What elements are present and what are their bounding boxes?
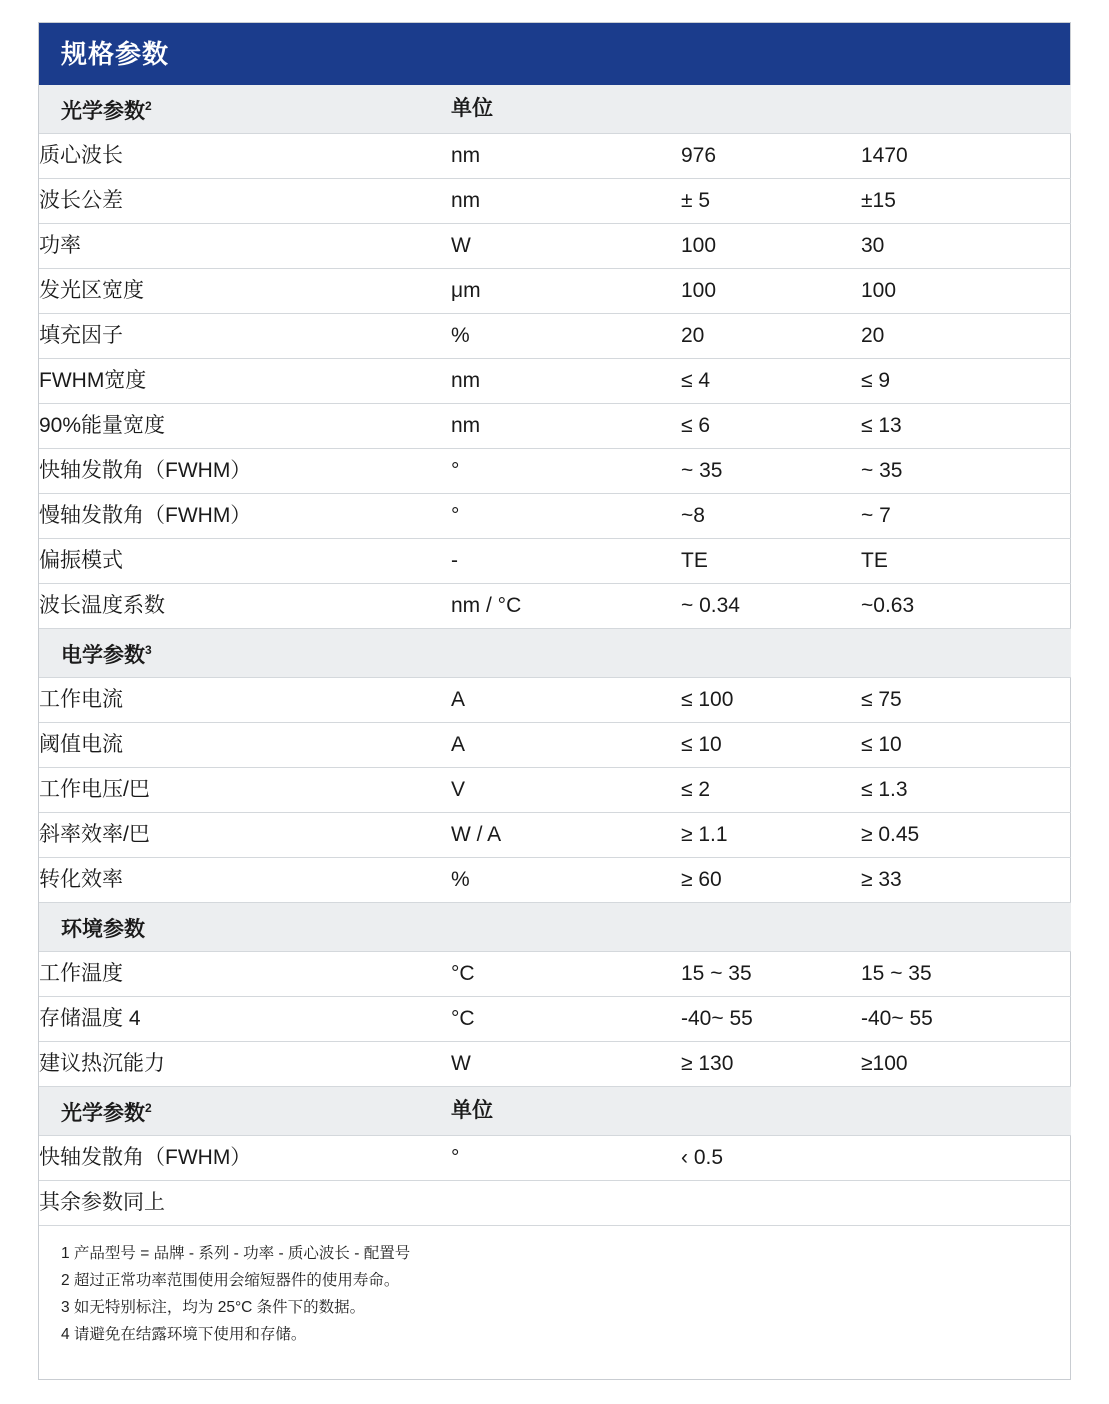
table-row [39, 449, 1071, 494]
param-unit: W [451, 1042, 681, 1087]
param-value-1 [681, 1181, 861, 1226]
param-label: 填充因子 [39, 314, 451, 359]
param-label: 发光区宽度 [39, 269, 451, 314]
param-unit: nm [451, 134, 681, 179]
param-label: 功率 [39, 224, 451, 269]
value1-column-header [681, 1087, 861, 1136]
section-title-sup: 2 [145, 99, 152, 113]
param-unit: A [451, 678, 681, 723]
param-label: 存储温度 4 [39, 997, 451, 1042]
param-value-2: 15 ~ 35 [861, 952, 1071, 997]
param-value-1: 100 [681, 269, 861, 314]
section-title-text: 光学参数 [61, 100, 145, 123]
table-row [39, 404, 1071, 449]
table-row [39, 179, 1071, 224]
param-value-2: 1470 [861, 134, 1071, 179]
table-row [39, 539, 1071, 584]
param-value-1: ≤ 2 [681, 768, 861, 813]
section-title-sup: 3 [145, 643, 152, 657]
param-label: 其余参数同上 [39, 1181, 451, 1226]
param-unit: A [451, 723, 681, 768]
param-value-1: ~8 [681, 494, 861, 539]
param-value-1: ≤ 4 [681, 359, 861, 404]
param-value-2: ±15 [861, 179, 1071, 224]
section-header-row [39, 1087, 1071, 1136]
table-row [39, 723, 1071, 768]
param-value-1: ≤ 10 [681, 723, 861, 768]
param-unit: °C [451, 952, 681, 997]
param-label: 阈值电流 [39, 723, 451, 768]
param-value-2: ~ 35 [861, 449, 1071, 494]
unit-column-header [451, 903, 681, 952]
section-title-text: 电学参数 [61, 644, 145, 667]
param-label: 斜率效率/巴 [39, 813, 451, 858]
param-value-1: 100 [681, 224, 861, 269]
param-value-2: TE [861, 539, 1071, 584]
section-title-text: 环境参数 [61, 918, 145, 941]
unit-column-header [451, 629, 681, 678]
table-row [39, 813, 1071, 858]
table-row [39, 314, 1071, 359]
param-value-1: TE [681, 539, 861, 584]
param-value-1: ≤ 6 [681, 404, 861, 449]
section-title [39, 903, 451, 952]
param-value-1: -40~ 55 [681, 997, 861, 1042]
section-header-row [39, 629, 1071, 678]
param-value-1: 20 [681, 314, 861, 359]
table-row [39, 359, 1071, 404]
param-value-2: ≤ 13 [861, 404, 1071, 449]
footnote-2: 2 超过正常功率范围使用会缩短器件的使用寿命。 [61, 1272, 400, 1289]
param-value-1: ≥ 1.1 [681, 813, 861, 858]
param-unit: nm [451, 179, 681, 224]
param-label: 质心波长 [39, 134, 451, 179]
section-title-sup: 2 [145, 1101, 152, 1115]
param-label: 偏振模式 [39, 539, 451, 584]
param-value-2: ≤ 9 [861, 359, 1071, 404]
param-label: 90%能量宽度 [39, 404, 451, 449]
value2-column-header [861, 1087, 1071, 1136]
param-unit: ° [451, 494, 681, 539]
param-value-1: 976 [681, 134, 861, 179]
table-row [39, 997, 1071, 1042]
param-label: 波长温度系数 [39, 584, 451, 629]
param-value-1: ≤ 100 [681, 678, 861, 723]
param-label: 工作温度 [39, 952, 451, 997]
value2-column-header [861, 629, 1071, 678]
param-value-2: ≤ 10 [861, 723, 1071, 768]
footnote-1: 1 产品型号 = 品牌 - 系列 - 功率 - 质心波长 - 配置号 [61, 1245, 411, 1262]
table-row [39, 678, 1071, 723]
param-label: 建议热沉能力 [39, 1042, 451, 1087]
param-unit: V [451, 768, 681, 813]
param-label: FWHM宽度 [39, 359, 451, 404]
param-label: 转化效率 [39, 858, 451, 903]
param-unit: ° [451, 1136, 681, 1181]
table-row [39, 134, 1071, 179]
section-header-row [39, 85, 1071, 134]
param-value-1: ~ 35 [681, 449, 861, 494]
param-unit: nm [451, 404, 681, 449]
footnotes [39, 1226, 1070, 1348]
section-title [39, 629, 451, 678]
spec-sheet [38, 22, 1071, 1380]
table-row [39, 858, 1071, 903]
param-value-2: ≥ 33 [861, 858, 1071, 903]
table-row [39, 1042, 1071, 1087]
param-label: 慢轴发散角（FWHM） [39, 494, 451, 539]
param-value-2 [861, 1136, 1071, 1181]
value1-column-header [681, 85, 861, 134]
param-label: 快轴发散角（FWHM） [39, 449, 451, 494]
table-row [39, 584, 1071, 629]
section-header-row [39, 903, 1071, 952]
param-unit: % [451, 314, 681, 359]
section-title [39, 85, 451, 134]
param-unit: μm [451, 269, 681, 314]
specifications-table [39, 85, 1071, 1226]
table-row [39, 768, 1071, 813]
section-title-text: 光学参数 [61, 1102, 145, 1125]
param-value-2: ≤ 1.3 [861, 768, 1071, 813]
value1-column-header [681, 903, 861, 952]
param-value-2: ≥ 0.45 [861, 813, 1071, 858]
table-row [39, 1136, 1071, 1181]
footnote-4: 4 请避免在结露环境下使用和存储。 [61, 1326, 307, 1343]
param-value-2: ≥100 [861, 1042, 1071, 1087]
param-unit [451, 1181, 681, 1226]
table-row [39, 269, 1071, 314]
param-unit: W [451, 224, 681, 269]
param-value-1: ~ 0.34 [681, 584, 861, 629]
param-value-2: 30 [861, 224, 1071, 269]
param-label: 波长公差 [39, 179, 451, 224]
param-unit: nm / °C [451, 584, 681, 629]
param-value-1: ≥ 60 [681, 858, 861, 903]
table-row [39, 494, 1071, 539]
table-row [39, 1181, 1071, 1226]
param-value-2 [861, 1181, 1071, 1226]
param-value-2: ~ 7 [861, 494, 1071, 539]
param-value-2: ~0.63 [861, 584, 1071, 629]
footnote-3: 3 如无特别标注，均为 25°C 条件下的数据。 [61, 1299, 366, 1316]
page-title: 规格参数 [39, 23, 1070, 85]
param-label: 工作电压/巴 [39, 768, 451, 813]
param-value-1: 15 ~ 35 [681, 952, 861, 997]
unit-column-header: 单位 [451, 1087, 681, 1136]
param-unit: nm [451, 359, 681, 404]
value2-column-header [861, 85, 1071, 134]
param-unit: °C [451, 997, 681, 1042]
param-value-2: ≤ 75 [861, 678, 1071, 723]
param-value-2: 100 [861, 269, 1071, 314]
value1-column-header [681, 629, 861, 678]
param-label: 快轴发散角（FWHM） [39, 1136, 451, 1181]
param-unit: W / A [451, 813, 681, 858]
param-unit: ° [451, 449, 681, 494]
param-value-2: -40~ 55 [861, 997, 1071, 1042]
param-value-1: ‹ 0.5 [681, 1136, 861, 1181]
table-row [39, 952, 1071, 997]
value2-column-header [861, 903, 1071, 952]
param-unit: - [451, 539, 681, 584]
unit-column-header: 单位 [451, 85, 681, 134]
section-title [39, 1087, 451, 1136]
param-value-1: ≥ 130 [681, 1042, 861, 1087]
param-value-1: ± 5 [681, 179, 861, 224]
param-value-2: 20 [861, 314, 1071, 359]
table-row [39, 224, 1071, 269]
param-unit: % [451, 858, 681, 903]
param-label: 工作电流 [39, 678, 451, 723]
